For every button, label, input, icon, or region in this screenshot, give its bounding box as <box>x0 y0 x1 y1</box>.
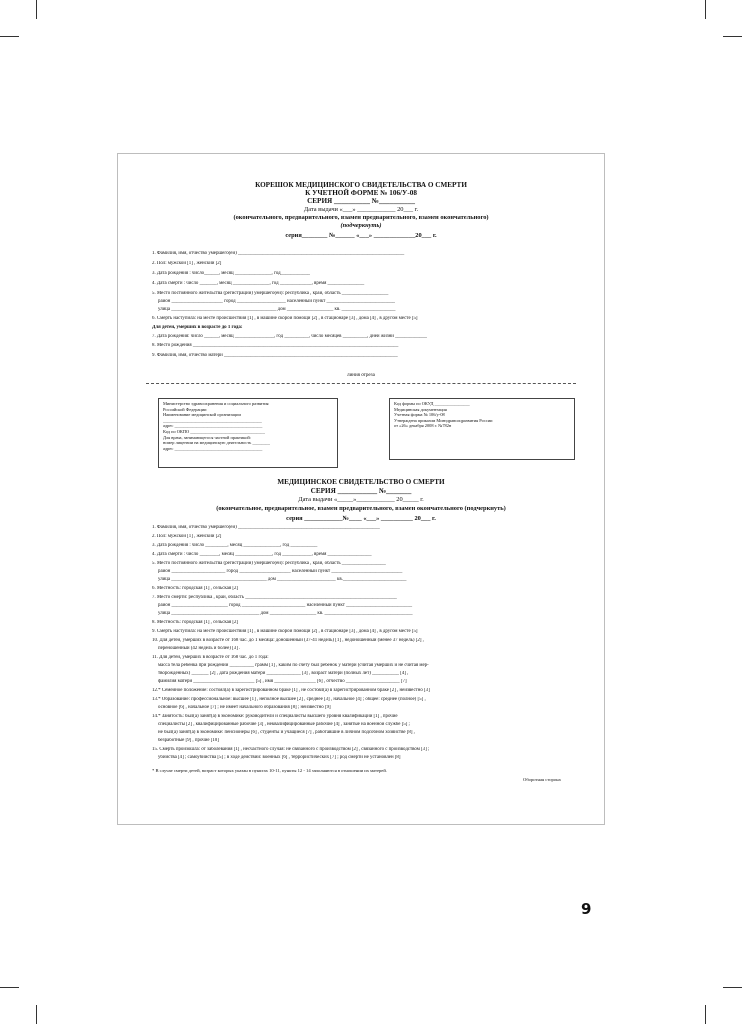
stub-form-number: К УЧЕТНОЙ ФОРМЕ № 106/У-08 <box>305 189 417 197</box>
cert-line: 7. Место смерти: республика , край, область ______________________________________________________________ <box>152 595 397 600</box>
cert-line: убийства [4] ; самоубийства [5] ; в ходе действий: военных [6] , террористических [7] ; род смерти не установлен [8] <box>158 755 401 760</box>
cert-line: 13.* Образование: профессиональное: высшее [1] , неполное высшее [2] , среднее [3] , начальное [4] ; общее: среднее (полное) [5] , <box>152 697 426 702</box>
stub-line: 4. Дата смерти : число _______, месяц _______________, год _____________, время _______________ <box>152 281 365 286</box>
cert-line: специалисты [2] , квалифицированные рабочие [3] , неквалифицированные рабочие [4] , занятые на военной службе [5] ; <box>158 722 410 727</box>
page-number: 9 <box>581 900 592 918</box>
cert-line: район ______________________ город _____________________ населенный пункт _____________________________ <box>158 569 403 574</box>
stub-line: 6. Смерть наступила: на месте происшествия [1] , в машине скорой помощи [2] , в стационаре [3] , дома [4] , в другом месте [5] <box>152 316 418 321</box>
cert-issue-date: Дата выдачи «_____»____________ 20_____ г. <box>298 496 424 503</box>
form-sheet <box>117 153 605 825</box>
okud-line: Код формы по ОКУД ________________ <box>394 401 470 406</box>
cert-line: 5. Место постоянного жительства (регистрации) умершего(ей): республика , край, область __________________ <box>152 561 386 566</box>
stub-issue-date: Дата выдачи «___» ____________ 20___ г. <box>303 206 419 213</box>
org-line: Наименование медицинской организации <box>163 412 241 418</box>
crop-mark <box>36 1005 37 1024</box>
stub-series: СЕРИЯ __________ №__________ <box>307 197 415 205</box>
crop-mark <box>0 36 19 37</box>
okud-box <box>389 398 575 460</box>
org-line: номер лицензии на медицинскую деятельность ________ <box>163 440 270 446</box>
crop-mark <box>723 987 742 988</box>
stub-replaced-series: серия________ №______ «___» _____________20___ г. <box>285 232 437 239</box>
org-line: адрес ________________________________________ <box>163 423 263 429</box>
cert-line: 12.* Семейное положение: состоял(а) в зарегистрированном браке [1] , не состоял(а) в зарегистрированном браке [2] , неизвестно [3] <box>152 688 430 693</box>
cert-title: МЕДИЦИНСКОЕ СВИДЕТЕЛЬСТВО О СМЕРТИ <box>277 478 445 486</box>
stub-line: 2. Пол: мужской [1] , женский [2] <box>152 261 222 266</box>
okud-line: Утверждена приказом Минздравсоцразвития России <box>394 417 493 423</box>
reverse-side-note: Оборотная сторона <box>523 777 561 782</box>
cert-line: 11. Для детей, умерших в возрасте от 168 час. до 1 года: <box>152 655 269 660</box>
cert-line: безработные [9] , прочие [10] <box>158 738 219 743</box>
cert-line: основное [6] , начальное [7] ; не имеет начального образования [8] ; неизвестно [9] <box>158 705 331 710</box>
stub-children-heading <box>152 325 582 331</box>
org-line: Код по ОКПО __________________________________ <box>163 428 265 434</box>
org-line: адрес ________________________________________ <box>163 445 263 451</box>
cert-type-options: (окончательное, предварительное, взамен предварительного, взамен окончательного (подчеркнуть) <box>216 505 506 512</box>
okud-line: от «26» декабря 2008 г. №782н <box>394 423 452 429</box>
stub-line: 3. Дата рождения : число______, месяц _______________, год____________ <box>152 271 310 276</box>
cut-line-label: линия отреза <box>347 373 375 378</box>
cert-line: 3. Дата рождения : число _________, месяц _______________, год ___________ <box>152 543 318 548</box>
cert-line: 15. Смерть произошла: от заболевания [1] , несчастного случая: не связанного с производством [2] , связанного с производством [3] ; <box>152 747 430 752</box>
cert-line: 6. Местность: городская [1] , сельская [2] <box>152 586 239 591</box>
cert-line: фамилия матери _________________________ [5] , имя _________________ [6] , отчество ______________________ [7] <box>158 679 407 684</box>
stub-line: улица ___________________________________________ дом ___________________ кв. ______________________ <box>158 307 396 312</box>
cert-line: улица ____________________________________ дом ___________________ кв. ____________________________________ <box>158 611 413 616</box>
org-line: Министерство здравоохранения и социального развития <box>163 401 269 406</box>
stub-line: 9. Фамилия, имя, отчество матери _______________________________________________________________________ <box>152 353 398 358</box>
org-line: _____________________________________________ <box>163 417 262 423</box>
cert-line: масса тела ребенка при рождении __________ грамм [1] , каким по счету был ребенок у матери (считая умерших и не считая мер- <box>158 663 429 668</box>
cert-line: 4. Дата смерти : число ________, месяц _______________, год ____________, время __________________ <box>152 552 372 557</box>
crop-mark <box>723 36 742 37</box>
cert-replaced-series: серия ____________№____ «___» __________ 20___ г. <box>286 515 436 522</box>
organization-box <box>158 398 338 468</box>
cert-line: 9. Смерть наступила: на месте происшествия [1] , в машине скорой помощи [2] , в стационаре [3] , дома [4] , в другом месте [5] <box>152 629 418 634</box>
stub-title: КОРЕШОК МЕДИЦИНСКОГО СВИДЕТЕЛЬСТВА О СМЕРТИ <box>255 181 467 189</box>
cert-line: переношенный (42 недель и более) [3] . <box>158 646 241 651</box>
crop-mark <box>0 987 19 988</box>
stub-type-options: (окончательного, предварительного, взамен предварительного, взамен окончательного) <box>233 214 489 221</box>
org-line: Российской Федерации <box>163 406 207 412</box>
crop-mark <box>705 0 706 19</box>
cert-line: улица _______________________________________ дом ________________________ кв.__________________________ <box>158 577 407 582</box>
cert-line: 10. Для детей, умерших в возрасте от 168 час. до 1 месяца: доношенный (37-41 недель) [1] , недоношенный (менее 37 недель) [2] , <box>152 638 424 643</box>
stub-line: 8. Место рождения ____________________________________________________________________________________ <box>152 343 399 348</box>
cut-line <box>146 383 576 384</box>
stub-line: 1. Фамилия, имя, отчество умершего(ей) ____________________________________________________________________ <box>152 251 405 256</box>
cert-line: творожденных) _______ [2] , дата рождения матери ______________ [3] , возраст матери (полных лет) ___________ [4] , <box>158 671 409 676</box>
okud-line: Учетная форма № 106/у-08 <box>394 412 445 418</box>
stub-children-heading-text: Для детей, умерших в возрасте до 1 года: <box>152 325 243 330</box>
stub-line: 5. Место постоянного жительства (регистрации) умершего(ей): республика , край, область ___________________ <box>152 291 389 296</box>
org-line: Для врача, занимающегося частной практикой: <box>163 434 251 440</box>
footnote: * В случае смерти детей, возраст которых указан в пунктах 10-11, пункты 12 - 14 заполняются в отношении их матерей. <box>152 768 387 773</box>
cert-line: 8. Местность: городская [1] , сельская [2] <box>152 620 239 625</box>
okud-line: Медицинская документация <box>394 406 447 412</box>
stub-line: район _____________________ город ____________________ населенный пункт ____________________________ <box>158 299 395 304</box>
cert-line: 14.* Занятость: был(а) занят(а) в экономике: руководители и специалисты высшего уровня квалификации [1] , прочие <box>152 714 398 719</box>
cert-line: район _______________________ город __________________________ населенный пункт ___________________________ <box>158 603 413 608</box>
cert-series: СЕРИЯ ___________ №_______ <box>310 487 412 495</box>
cert-line: не был(а) занят(а) в экономике: пенсионеры [6] , студенты и учащиеся [7] , работавшие в личном подсобном хозяйстве [8] , <box>158 730 415 735</box>
cert-line: 2. Пол: мужской [1] , женский [2] <box>152 534 222 539</box>
crop-mark <box>705 1005 706 1024</box>
stub-line: 7. Дата рождения: число ______, месяц ________________, год __________, число месяцев __________, дней жизни _____________ <box>152 334 427 339</box>
stub-underline-note: (подчеркнуть) <box>340 222 382 229</box>
crop-mark <box>36 0 37 19</box>
cert-line: 1. Фамилия, имя, отчество умершего(ей) __________________________________________________________ <box>152 525 380 530</box>
